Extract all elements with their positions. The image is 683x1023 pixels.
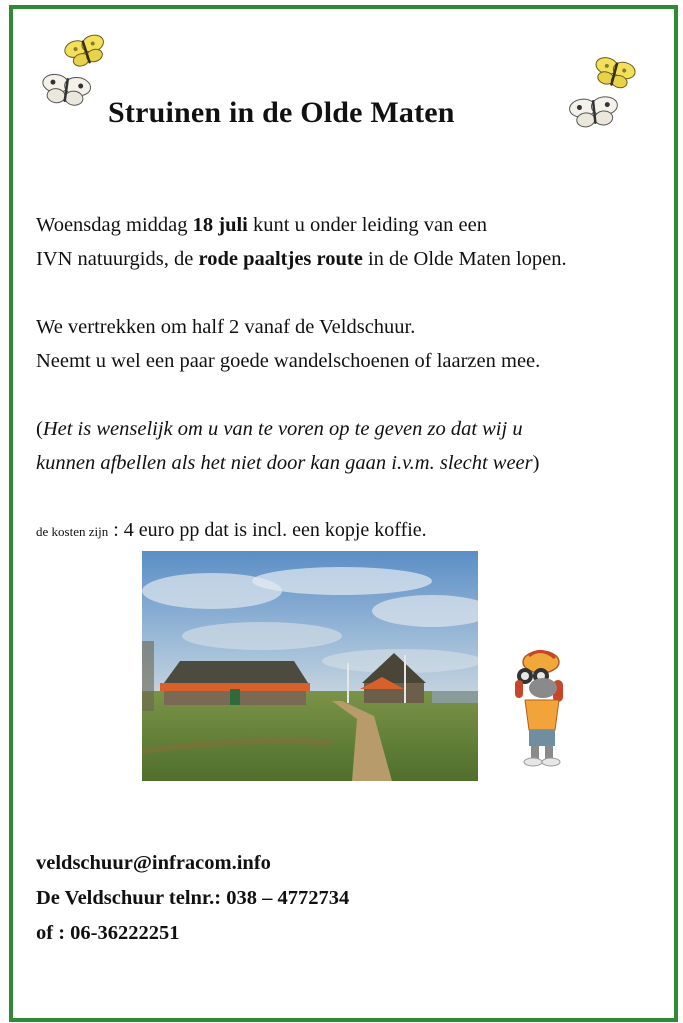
note-line-1 [36,412,539,446]
registration-note [36,412,539,480]
close-paren: ) [532,452,540,474]
contact-phone: De Veldschuur telnr.: 038 – 4772734 [36,887,350,909]
departure-line-2: Neemt u wel een paar goede wandelschoenen of laarzen mee. [36,350,541,372]
binoculars-mascot-icon [503,648,575,770]
butterfly-white-icon [40,72,92,108]
costs-line [36,513,427,549]
route-highlight: rode paaltjes route [198,248,363,270]
intro-line-2 [36,242,567,276]
departure-line-1: We vertrekken om half 2 vanaf de Veldschuur. [36,316,416,338]
page-title: Struinen in de Olde Maten [108,96,455,129]
intro-text: IVN natuurgids, de [36,248,199,270]
note-text: Het is wenselijk om u van te voren op te geven zo dat wij u [42,418,523,440]
intro-text: kunt u onder leiding van een [247,214,487,236]
butterfly-yellow-icon [592,56,636,92]
contact-email[interactable]: veldschuur@infracom.info [36,852,271,874]
intro-text: Woensdag middag [36,214,193,236]
contact-block [36,846,349,951]
butterfly-yellow-icon [64,34,108,70]
costs-text: : 4 euro pp dat is incl. een kopje koffie. [108,519,427,541]
date-highlight: 18 juli [192,214,248,236]
butterfly-white-icon [568,94,620,130]
veldschuur-photo [142,551,478,781]
note-text: kunnen afbellen als het niet door kan gaan i.v.m. slecht weer [36,452,533,474]
intro-paragraph [36,208,567,276]
note-line-2 [36,446,539,480]
costs-label: de kosten zijn [36,524,109,539]
departure-paragraph [36,310,540,378]
intro-text: in de Olde Maten lopen. [362,248,567,270]
contact-alt-phone: of : 06-36222251 [36,922,180,944]
intro-line-1 [36,208,567,242]
open-paren: ( [36,418,43,440]
